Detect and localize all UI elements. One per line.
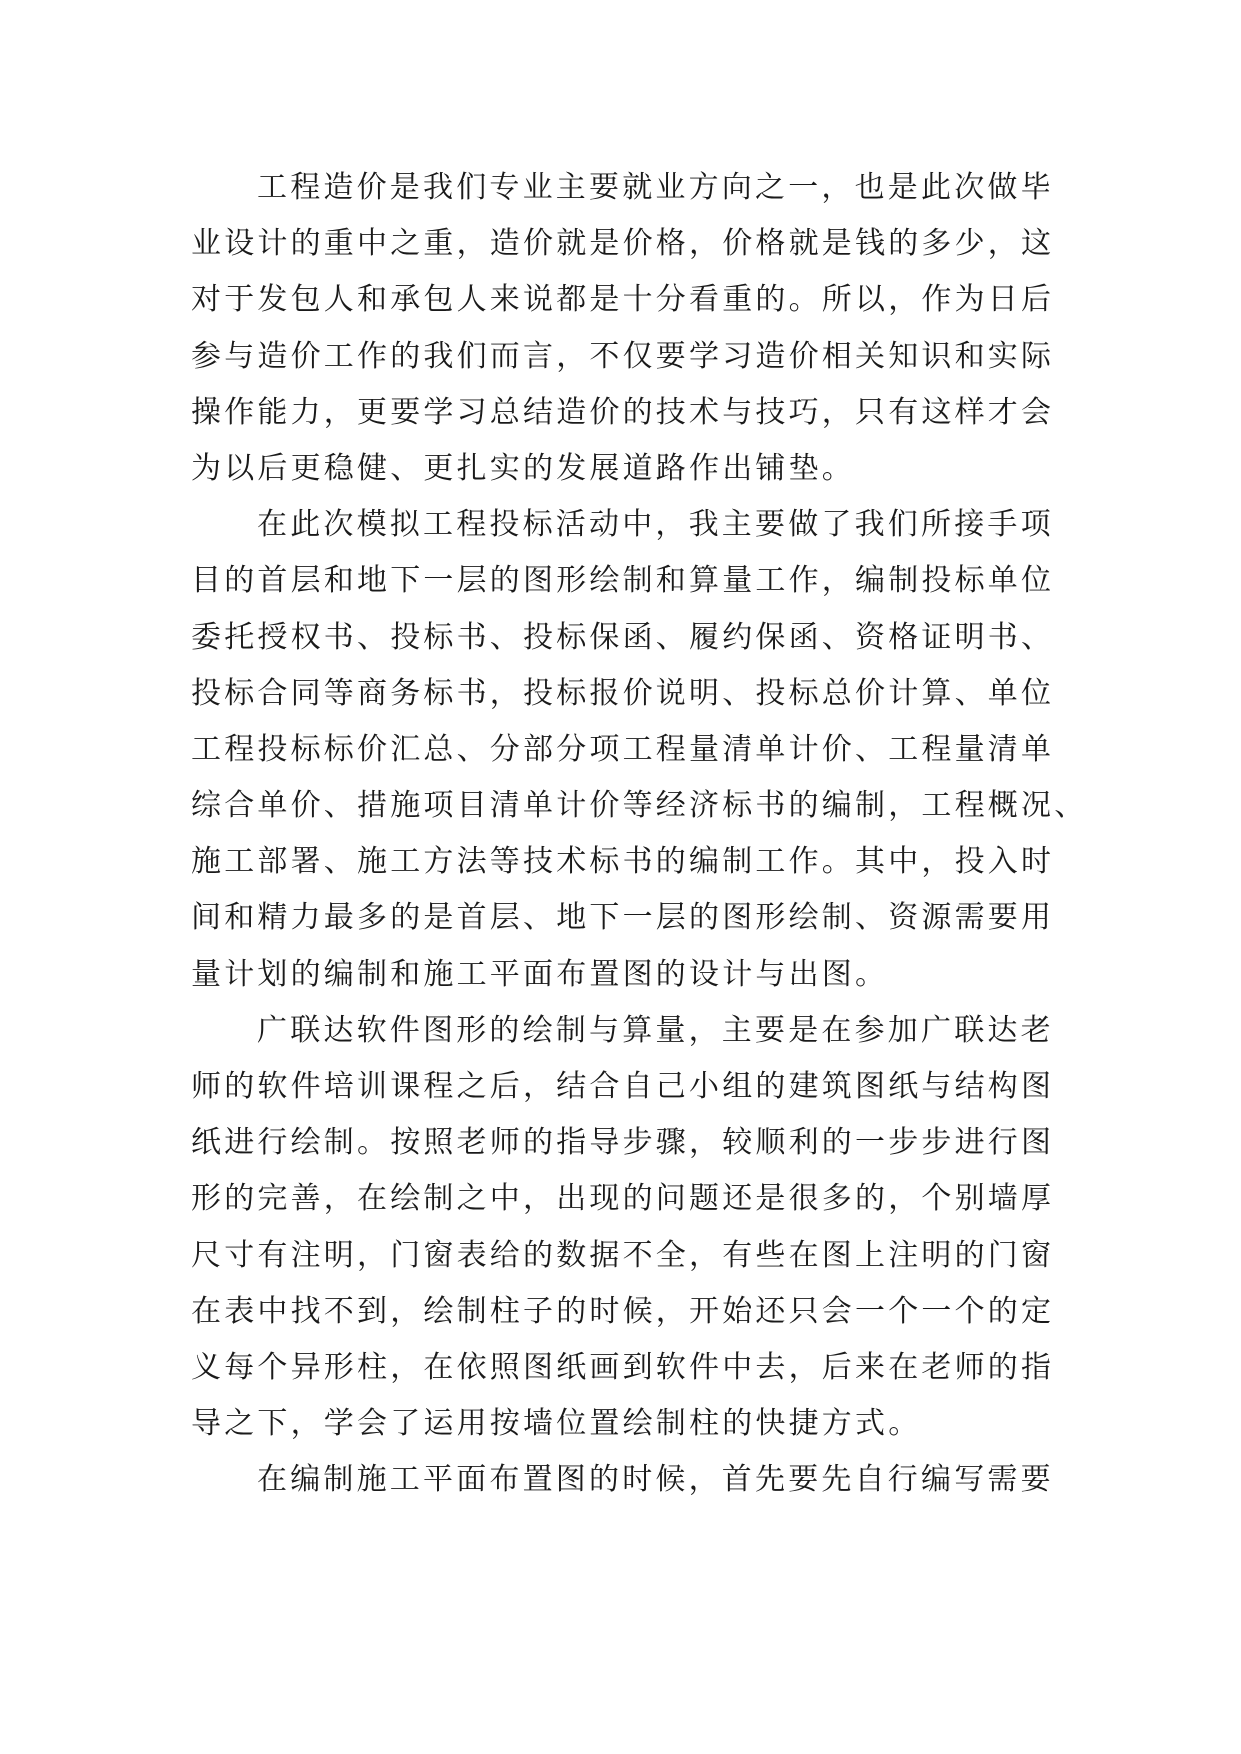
text-line: 尺寸有注明，门窗表给的数据不全，有些在图上注明的门窗 bbox=[191, 1237, 1055, 1273]
text-line: 导之下，学会了运用按墙位置绘制柱的快捷方式。 bbox=[191, 1406, 922, 1442]
text-line: 纸进行绘制。按照老师的指导步骤，较顺利的一步步进行图 bbox=[191, 1125, 1055, 1161]
text-line: 在编制施工平面布置图的时候，首先要先自行编写需要 bbox=[257, 1462, 1054, 1498]
text-line: 操作能力，更要学习总结造价的技术与技巧，只有这样才会 bbox=[191, 394, 1055, 430]
paragraph bbox=[191, 1003, 1061, 1453]
text-line: 量计划的编制和施工平面布置图的设计与出图。 bbox=[191, 956, 889, 992]
text-line: 形的完善，在绘制之中，出现的问题还是很多的，个别墙厚 bbox=[191, 1181, 1055, 1217]
text-line: 工程投标标价汇总、分部分项工程量清单计价、工程量清单 bbox=[191, 731, 1055, 767]
text-line: 为以后更稳健、更扎实的发展道路作出铺垫。 bbox=[191, 450, 855, 486]
text-line: 间和精力最多的是首层、地下一层的图形绘制、资源需要用 bbox=[191, 900, 1055, 936]
text-line: 业设计的重中之重，造价就是价格，价格就是钱的多少，这 bbox=[191, 226, 1055, 262]
paragraph bbox=[191, 497, 1088, 1003]
text-line: 在此次模拟工程投标活动中，我主要做了我们所接手项 bbox=[257, 507, 1054, 543]
text-line: 师的软件培训课程之后，结合自己小组的建筑图纸与结构图 bbox=[191, 1069, 1055, 1104]
paragraph bbox=[191, 1452, 1061, 1508]
text-line: 对于发包人和承包人来说都是十分看重的。所以，作为日后 bbox=[191, 282, 1055, 318]
document-body bbox=[191, 160, 1088, 1509]
text-line: 工程造价是我们专业主要就业方向之一，也是此次做毕 bbox=[257, 170, 1054, 205]
text-line: 综合单价、措施项目清单计价等经济标书的编制，工程概况、 bbox=[191, 788, 1088, 824]
text-line: 参与造价工作的我们而言，不仅要学习造价相关知识和实际 bbox=[191, 338, 1055, 374]
text-line: 目的首层和地下一层的图形绘制和算量工作，编制投标单位 bbox=[191, 563, 1055, 599]
text-line: 施工部署、施工方法等技术标书的编制工作。其中，投入时 bbox=[191, 844, 1055, 880]
text-line: 投标合同等商务标书，投标报价说明、投标总价计算、单位 bbox=[191, 675, 1055, 711]
paragraph bbox=[191, 160, 1061, 497]
text-line: 委托授权书、投标书、投标保函、履约保函、资格证明书、 bbox=[191, 619, 1055, 655]
text-line: 在表中找不到，绘制柱子的时候，开始还只会一个一个的定 bbox=[191, 1293, 1055, 1329]
text-line: 义每个异形柱，在依照图纸画到软件中去，后来在老师的指 bbox=[191, 1349, 1055, 1385]
text-line: 广联达软件图形的绘制与算量，主要是在参加广联达老 bbox=[257, 1012, 1054, 1048]
